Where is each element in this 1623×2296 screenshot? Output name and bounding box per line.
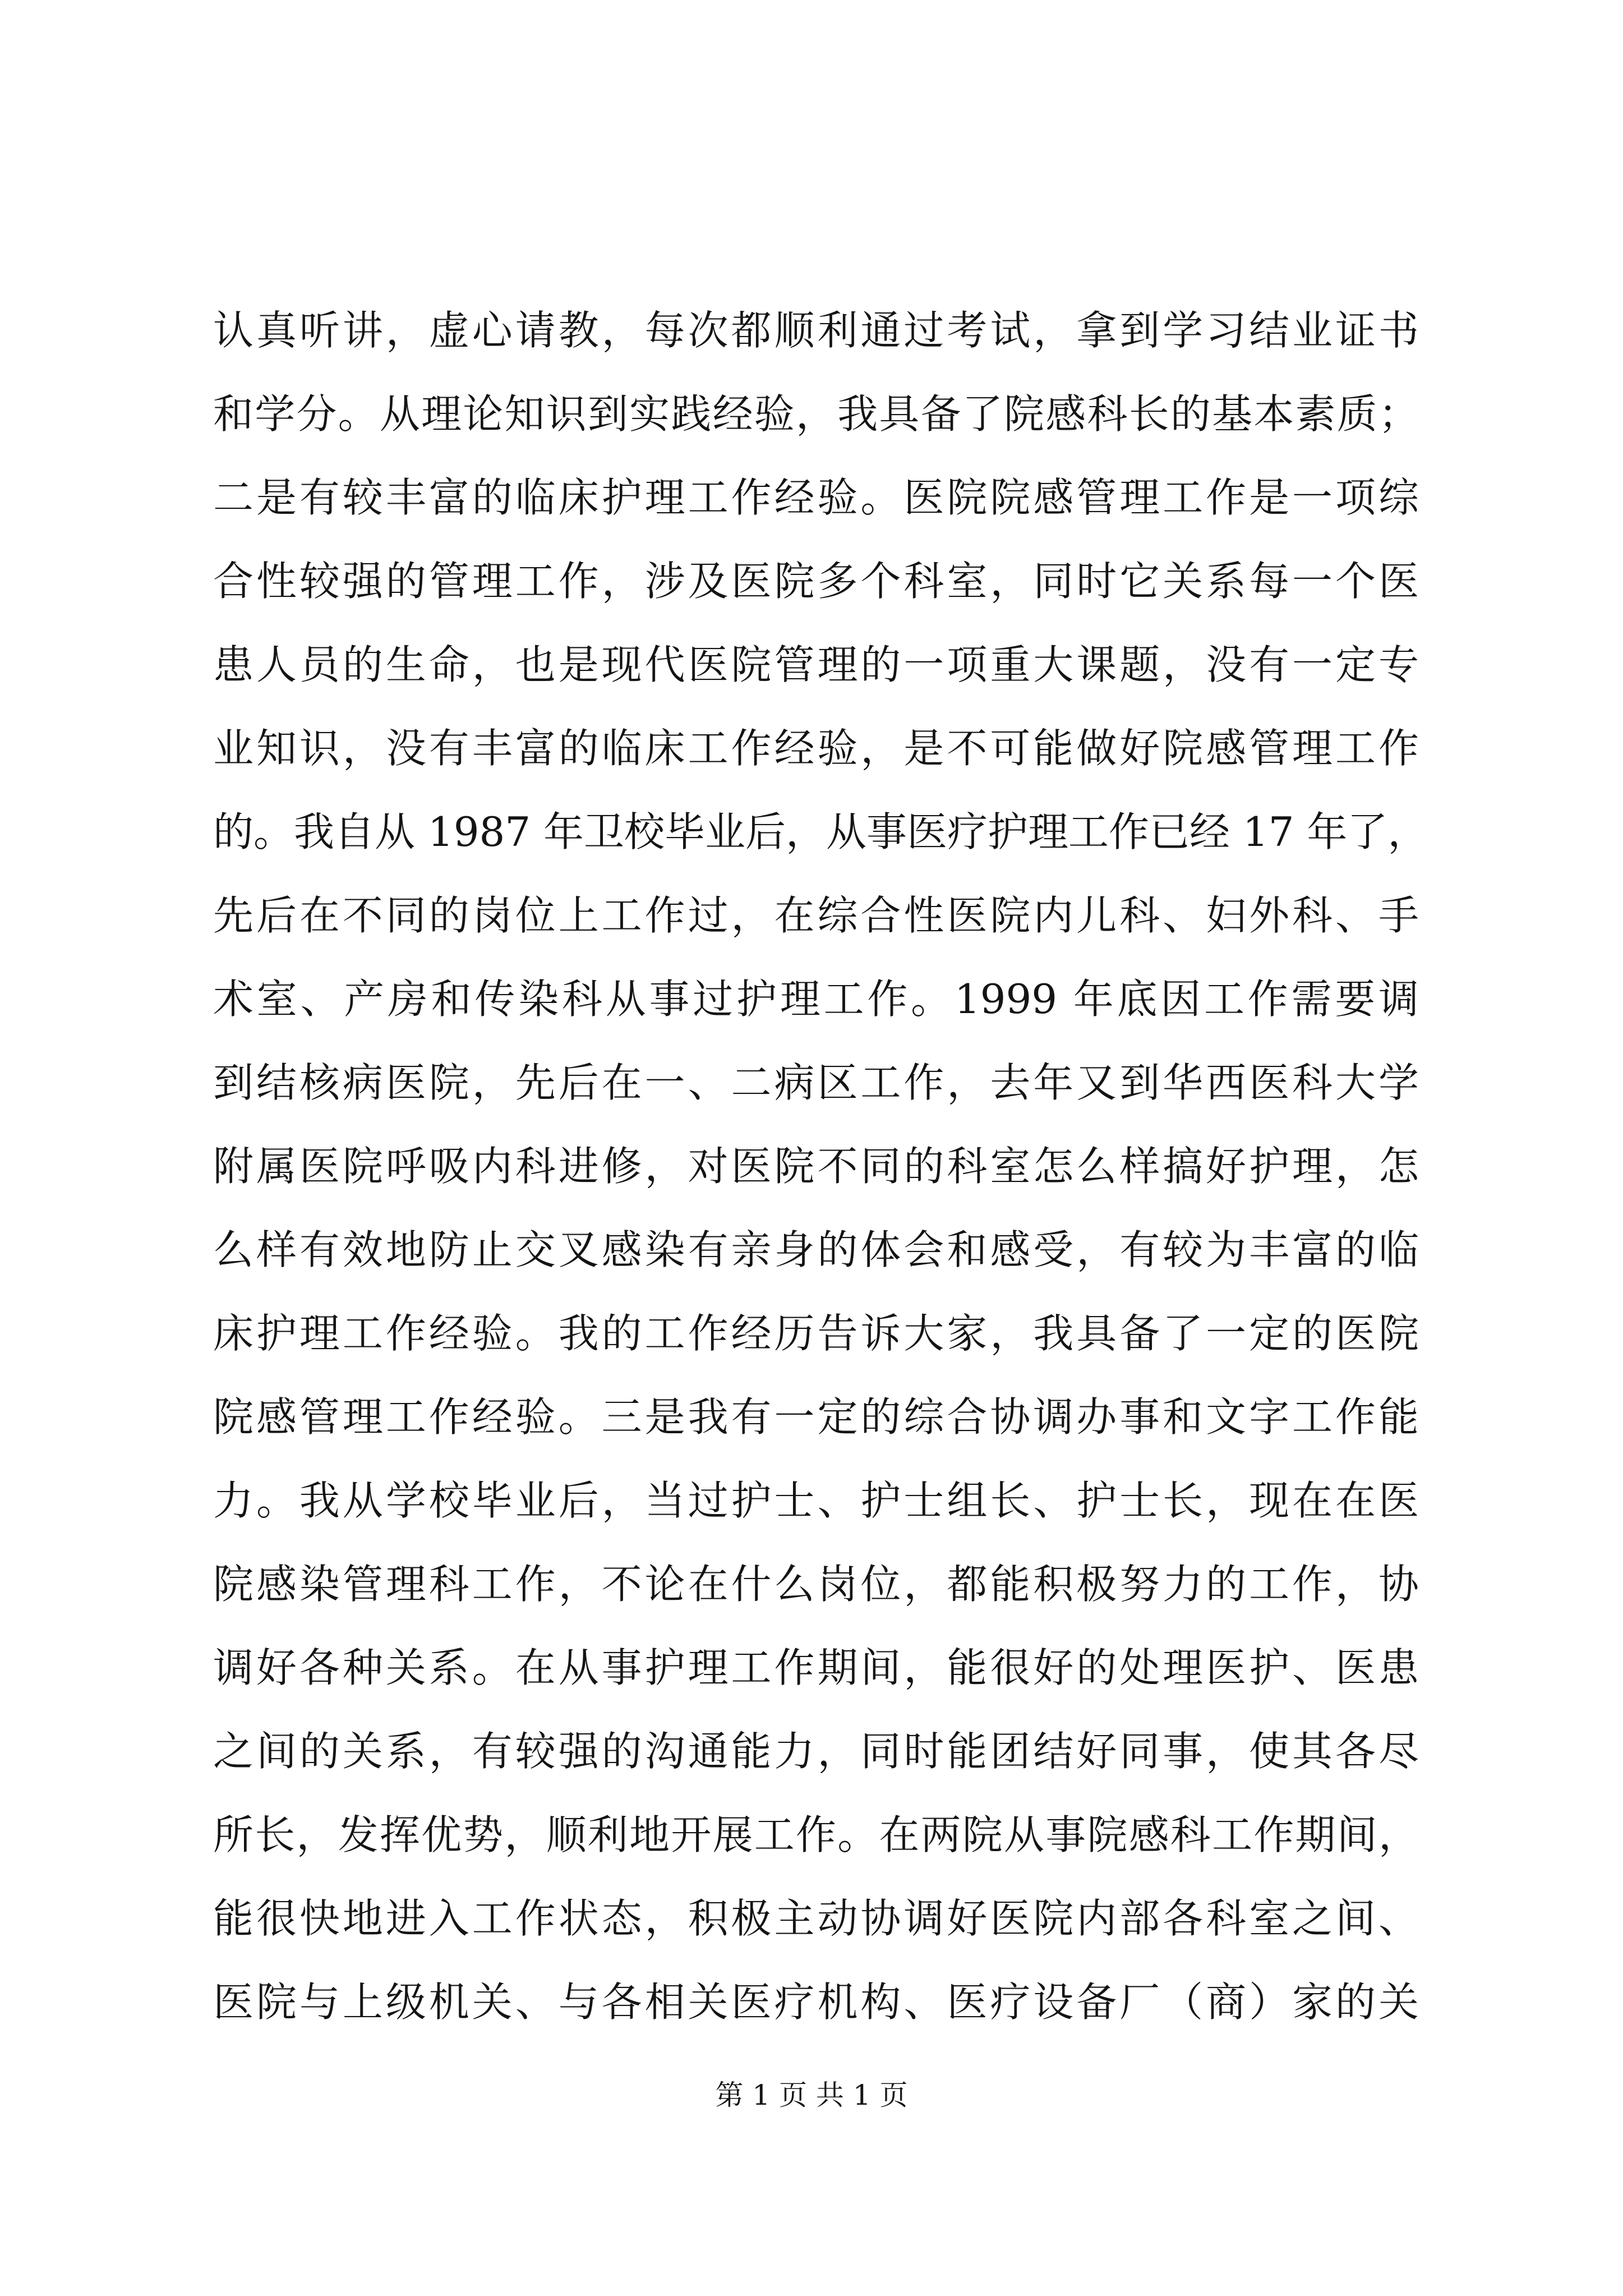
text-line: 床护理工作经验。我的工作经历告诉大家，我具备了一定的医院 xyxy=(213,1310,1419,1357)
text-line: 能很快地进入工作状态，积极主动协调好医院内部各科室之间、 xyxy=(213,1895,1419,1942)
text-line: 患人员的生命，也是现代医院管理的一项重大课题，没有一定专 xyxy=(213,641,1419,688)
text-line: 术室、产房和传染科从事过护理工作。1999 年底因工作需要调 xyxy=(213,976,1419,1023)
text-line: 和学分。从理论知识到实践经验，我具备了院感科长的基本素质； xyxy=(213,390,1419,438)
text-line: 二是有较丰富的临床护理工作经验。医院院感管理工作是一项综 xyxy=(213,474,1419,521)
text-line: 之间的关系，有较强的沟通能力，同时能团结好同事，使其各尽 xyxy=(213,1728,1419,1775)
text-line: 么样有效地防止交叉感染有亲身的体会和感受，有较为丰富的临 xyxy=(213,1226,1419,1273)
text-line: 力。我从学校毕业后，当过护士、护士组长、护士长，现在在医 xyxy=(213,1477,1419,1524)
page-number-footer: 第 1 页 共 1 页 xyxy=(715,2079,908,2111)
text-line: 认真听讲，虚心请教，每次都顺利通过考试，拿到学习结业证书 xyxy=(213,307,1419,354)
text-line: 院感染管理科工作，不论在什么岗位，都能积极努力的工作，协 xyxy=(213,1561,1419,1608)
text-line: 合性较强的管理工作，涉及医院多个科室，同时它关系每一个医 xyxy=(213,558,1419,605)
text-line: 附属医院呼吸内科进修，对医院不同的科室怎么样搞好护理，怎 xyxy=(213,1143,1419,1190)
text-line: 医院与上级机关、与各相关医疗机构、医疗设备厂（商）家的关 xyxy=(213,1978,1419,2026)
body-text xyxy=(213,289,1428,2044)
text-line: 业知识，没有丰富的临床工作经验，是不可能做好院感管理工作 xyxy=(213,725,1419,772)
text-line: 调好各种关系。在从事护理工作期间，能很好的处理医护、医患 xyxy=(213,1644,1419,1691)
text-line: 到结核病医院，先后在一、二病区工作，去年又到华西医科大学 xyxy=(213,1059,1419,1106)
text-line: 所长，发挥优势，顺利地开展工作。在两院从事院感科工作期间， xyxy=(213,1811,1419,1858)
text-line: 的。我自从 1987 年卫校毕业后，从事医疗护理工作已经 17 年了， xyxy=(213,808,1428,855)
text-line: 先后在不同的岗位上工作过，在综合性医院内儿科、妇外科、手 xyxy=(213,892,1419,939)
text-line: 院感管理工作经验。三是我有一定的综合协调办事和文字工作能 xyxy=(213,1393,1419,1441)
